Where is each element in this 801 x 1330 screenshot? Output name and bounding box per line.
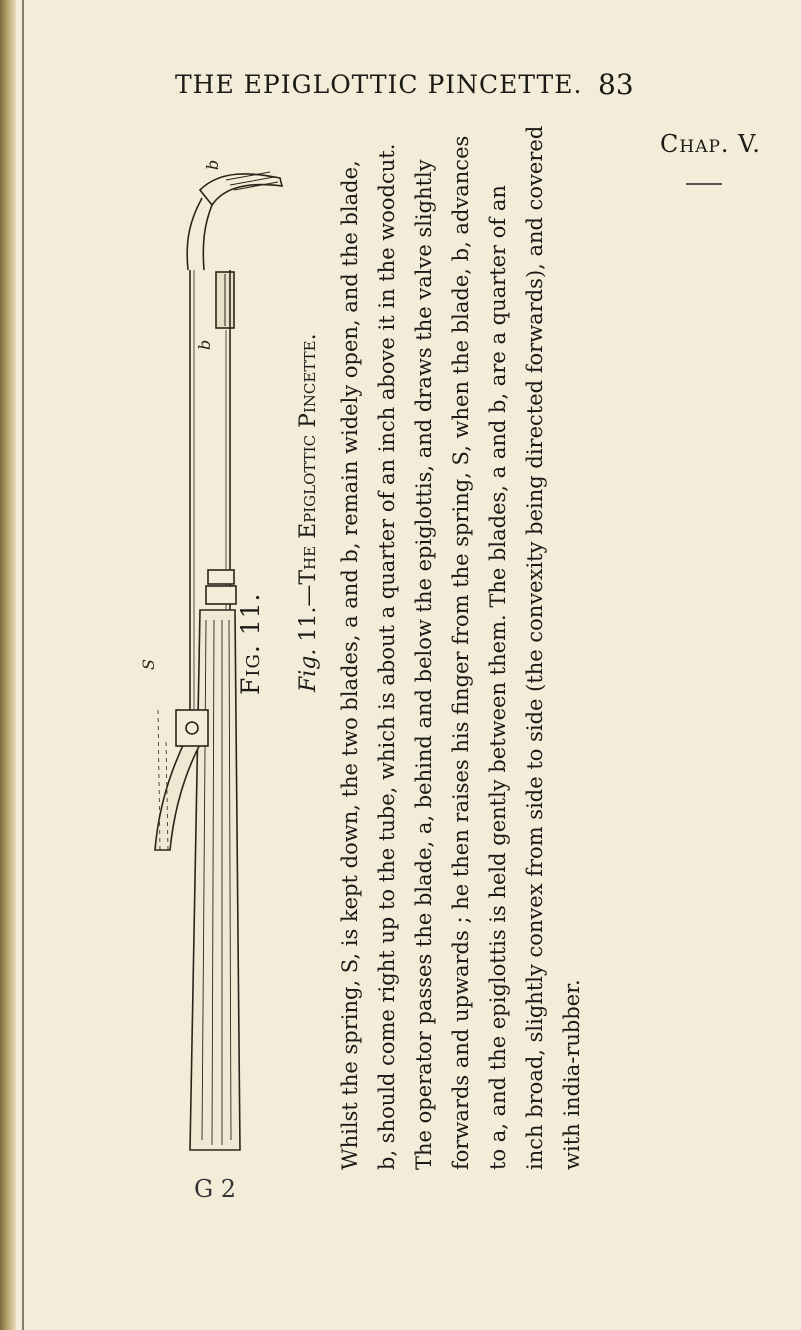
pincette-illustration — [130, 150, 310, 1160]
body-line-6: inch broad, slightly convex from side to side (the convexity being directed forwards), and covered — [523, 125, 547, 1170]
running-head: THE EPIGLOTTIC PINCETTE. — [175, 70, 583, 99]
chapter-marker: Chap. V. — [660, 130, 761, 158]
caption-title: The Epiglottic Pincette. — [296, 333, 321, 585]
handle — [190, 610, 240, 1150]
chapter-rule — [686, 183, 722, 185]
body-line-7: with india-rubber. — [560, 979, 584, 1170]
blade-curve — [200, 174, 282, 205]
body-line-4: forwards and upwards ; he then raises his finger from the spring, S, when the blade, b, advances — [449, 135, 473, 1170]
callout-s: S — [139, 659, 158, 670]
signature-mark: G 2 — [194, 1175, 237, 1203]
callout-b-clip: b — [195, 339, 214, 350]
gutter-line — [22, 0, 24, 1330]
body-line-5: to a, and the epiglottis is held gently between them. The blades, a and b, are a quarter of an — [486, 185, 510, 1170]
body-line-3: The operator passes the blade, a, behind and below the epiglottis, and draws the valve slightly — [412, 159, 436, 1170]
caption-number: 11.— — [296, 584, 321, 649]
figure-label: Fig. 11. — [236, 592, 265, 695]
callout-b-top: b — [203, 159, 222, 170]
page-number: 83 — [598, 68, 634, 101]
body-line-1: Whilst the spring, S, is kept down, the two blades, a and b, remain widely open, and the blade, — [338, 160, 362, 1170]
book-gutter — [0, 0, 16, 1330]
figure-caption — [296, 333, 321, 692]
body-line-2: b, should come right up to the tube, which is about a quarter of an inch above it in the woodcut. — [375, 143, 399, 1170]
caption-fig-ref: Fig. — [296, 648, 321, 692]
